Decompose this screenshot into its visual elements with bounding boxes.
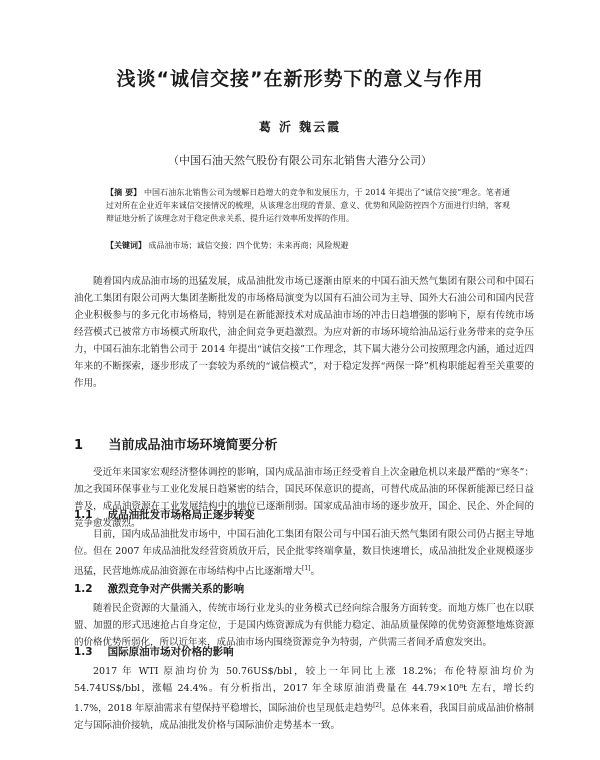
- section-1-3-title: 国际原油市场对价格的影响: [107, 646, 234, 658]
- section-1-2-heading: [74, 581, 244, 596]
- section-1-3-text-2: 。总体来看，我国目前成品油价格制定与国际油价接轨，成品油批发价格与国际油价走势基本一致。: [74, 703, 534, 732]
- citation-2: [2]: [373, 702, 382, 709]
- keywords: [106, 239, 510, 252]
- keywords-label: 【关键词】: [106, 241, 146, 250]
- section-1-heading: [74, 434, 278, 453]
- abstract: [106, 186, 510, 225]
- abstract-label: 【摘 要】: [106, 188, 142, 197]
- section-1-1-paragraph: 目前，国内成品油批发市场中，中国石油化工集团有限公司与中国石油天然气集团有限公司仍占据主导地位。但在 2007 年成品油批发经营资质放开后，民企批零终端拿量，数目快速增长，成品油批发企业规模逐步迅猛，民营地炼成品油资源在市场结构中占比逐渐增大[1]。: [74, 529, 534, 578]
- section-1-title: 当前成品油市场环境简要分析: [108, 438, 278, 453]
- section-1-1-title: 成品油批发市场格局正逐步转变: [107, 509, 255, 521]
- section-1-3-paragraph: [74, 663, 534, 734]
- section-1-3-number: 1.3: [74, 646, 93, 658]
- paper-title: 浅谈“诚信交接”在新形势下的意义与作用: [116, 68, 484, 90]
- section-1-2-title: 激烈竞争对产供需关系的影响: [107, 583, 245, 595]
- section-1-1-number: 1.1: [74, 509, 93, 521]
- section-1-paragraph: 受近年来国家宏观经济整体调控的影响，国内成品油市场正经受着自上次金融危机以来最严酷的“寒冬”：加之我国环保事业与工业化发展日趋紧密的结合，国民环保意识的提高，可替代成品油的环保新能源已经日益普及，成品油资源在工业发展结构中的地位已逐渐削弱。国家成品油市场的逐步放开，国企、民企、外企间的竞争愈发激烈。: [74, 467, 534, 529]
- section-1-number: 1: [74, 438, 84, 453]
- section-1-1-heading: [74, 507, 255, 522]
- keywords-text: 成品油市场；诚信交接；四个优势；未来再商；风险规避: [148, 241, 349, 250]
- authors: 葛 沂 魏云霞: [258, 120, 342, 134]
- section-1-3-text: 2017 年 WTI 原油均价为 50.76US$/bbl，较上一年同比上涨 18.2%；布伦特原油均价为 54.74US$/bbl，涨幅 24.4%。有分析指出，2017 年全球原油消费量在 44.79×10⁸t 左右，增长约 1.7%，2018 年原油需求有望保持平稳增长，国际油价也呈现低走趋势: [74, 666, 534, 715]
- section-1-1-text: 目前，国内成品油批发市场中，中国石油化工集团有限公司与中国石油天然气集团有限公司仍占据主导地位。但在 2007 年成品油批发经营资质放开后，民企批零终端拿量，数目快速增长，成品油批发企业规模逐步迅猛，民营地炼成品油资源在市场结构中占比逐渐增大: [74, 529, 534, 578]
- affiliation: （中国石油天然气股份有限公司东北销售大港分公司）: [168, 154, 432, 167]
- abstract-text: 中国石油东北销售公司为缓解日趋增大的竞争和发展压力，于 2014 年提出了“诚信交接”理念。笔者通过对所在企业近年来诚信交接情况的梳理，从该理念出现的背景、意义、优势和风险防控四个方面进行归纳，客观辩证地分析了该理念对于稳定供求关系、提升运行效率所发挥的作用。: [106, 188, 511, 223]
- section-1-2-paragraph: 随着民企资源的大量涌入，传统市场行业龙头的业务模式已经向综合服务方面转变。而地方炼厂也在以联盟、加盟的形式迅速抢占自身定位，于是国内炼资源成为有供能力稳定、油品质量保障的优势资源整地炼资源的价格优势所弱化，所以近年来，成品油市场内围绕资源竞争为特弱，产供需三者间矛盾愈发突出。: [74, 603, 534, 648]
- intro-paragraph: 随着国内成品油市场的迅猛发展，成品油批发市场已逐渐由原来的中国石油天然气集团有限公司和中国石油化工集团有限公司两大集团垄断批发的市场格局演变为以国有石油公司为主导、国外大石油公司和国内民营企业积极参与的多元化市场格局，特别是在新能源技术对成品油市场的冲击日趋增强的影响下，原有传统市场经营模式已被常方市场模式所取代，油企间竞争更趋激烈。为应对新的市场环境给油品运行业务带来的竞争压力，中国石油东北销售公司于 2014 年提出“诚信交接”工作理念，其下属大港分公司按照理念内涵，通过近四年来的不断探索，逐步形成了一套较为系统的“诚信模式”，对于稳定发挥“两保一降”机构职能起着至关重要的作用。: [74, 276, 534, 389]
- citation-1: [1]: [302, 565, 311, 572]
- section-1-2-number: 1.2: [74, 583, 93, 595]
- section-1-3-heading: [74, 644, 234, 659]
